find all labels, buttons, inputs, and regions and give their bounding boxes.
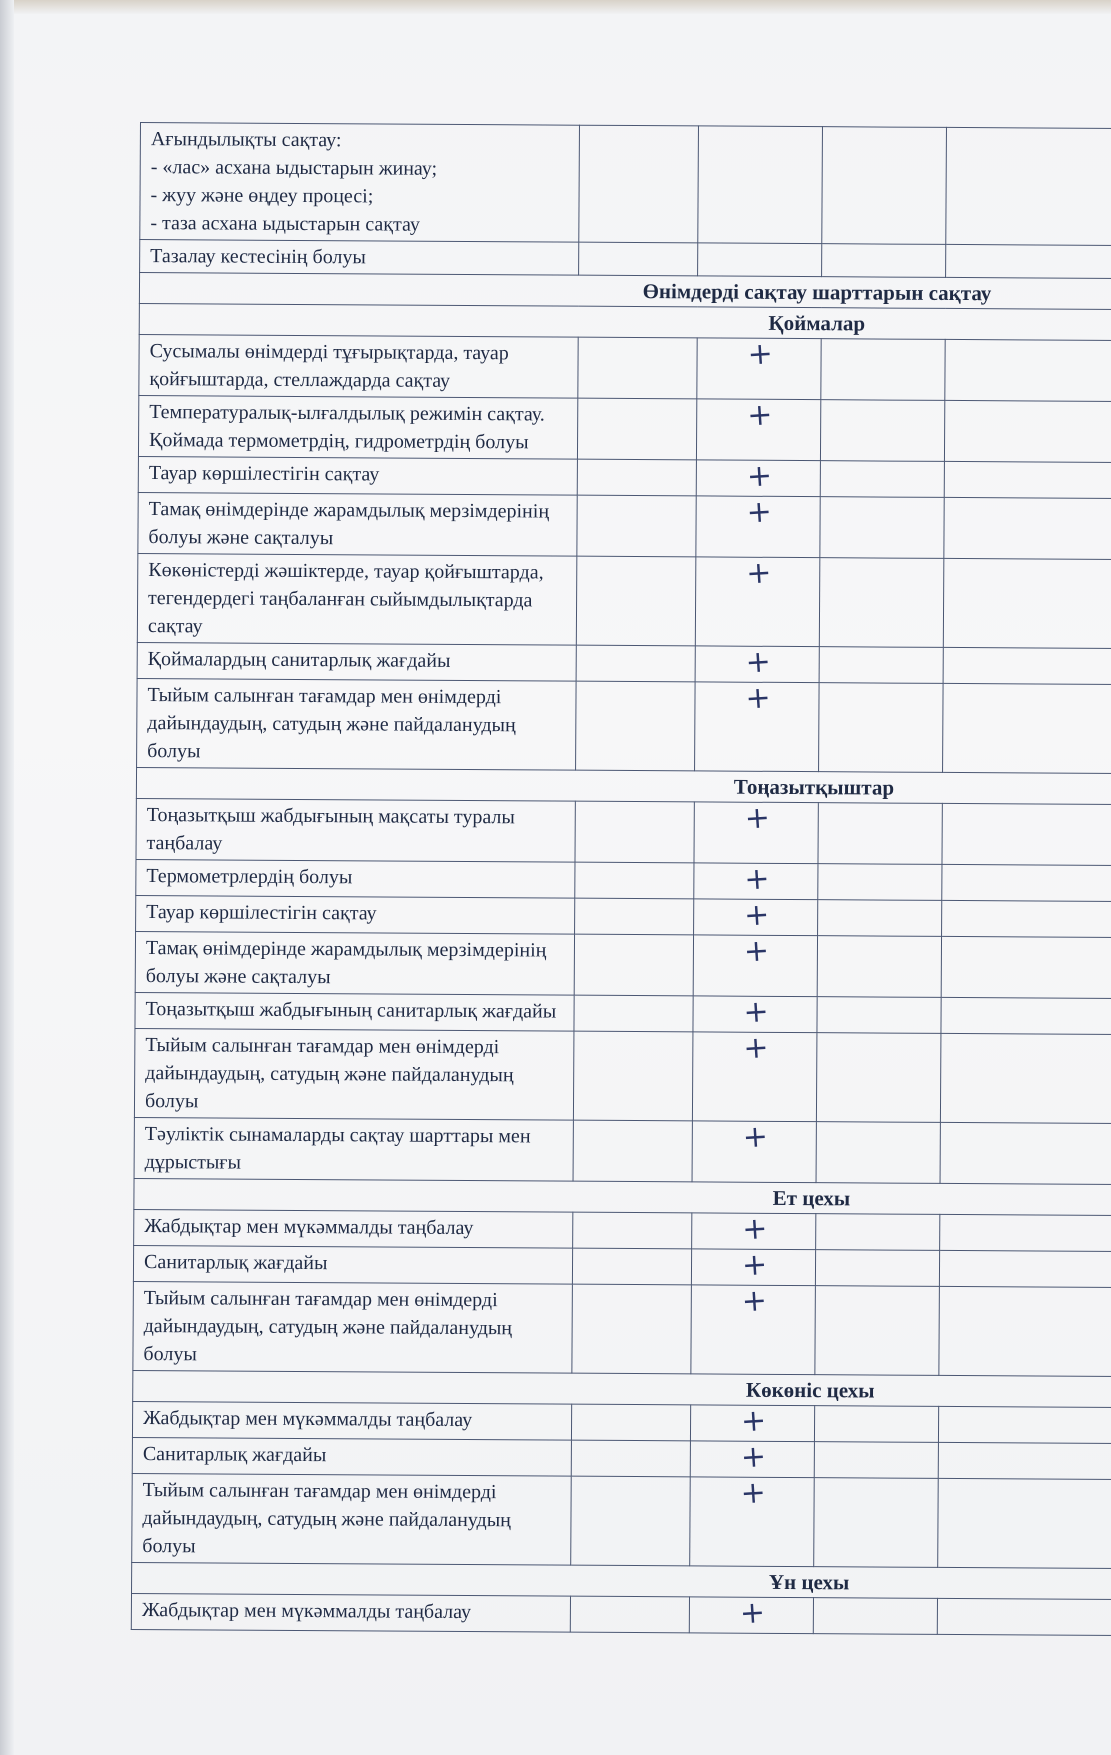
section-title: Қоймалар (768, 310, 866, 336)
handwritten-plus-mark: + (742, 1030, 770, 1067)
empty-cell (571, 1476, 691, 1566)
empty-cell (814, 1406, 938, 1443)
empty-cell (819, 647, 943, 684)
compliance-cell (690, 1477, 815, 1567)
checklist-row (132, 1473, 1111, 1568)
checklist-row (136, 798, 1111, 865)
empty-cell (815, 1286, 940, 1376)
empty-cell (571, 1404, 690, 1441)
requirement-label: Тоңазытқыш жабдығының мақсаты туралы таңбалау (136, 798, 575, 862)
empty-cell (574, 995, 693, 1032)
empty-cell (817, 936, 941, 998)
empty-cell (939, 1286, 1111, 1376)
empty-cell (940, 1214, 1111, 1251)
empty-cell (574, 934, 693, 996)
requirement-label: Жабдықтар мен мүкәммалды таңбалау (131, 1593, 570, 1632)
inspection-checklist-table (131, 122, 1111, 1636)
requirement-label: Тыйым салынған тағамдар мен өнімдерді дайындаудың, сатудың және пайдаланудың болуы (137, 678, 577, 770)
empty-cell (937, 1598, 1111, 1635)
checklist-row (139, 334, 1111, 401)
requirement-label: Термометрлердің болуы (136, 859, 575, 898)
requirement-label: Жабдықтар мен мүкәммалды таңбалау (134, 1209, 573, 1248)
empty-cell (575, 898, 694, 935)
compliance-cell (694, 899, 818, 936)
schedule-label: Тазалау кестесінің болуы (140, 240, 579, 276)
empty-cell (816, 1214, 940, 1251)
empty-cell (939, 1250, 1111, 1287)
empty-cell (576, 681, 696, 771)
empty-cell (940, 1033, 1111, 1123)
compliance-cell (693, 935, 817, 997)
requirement-label: Тыйым салынған тағамдар мен өнімдерді дайындаудың, сатудың және пайдаланудың болуы (134, 1028, 574, 1120)
checklist-row (134, 1028, 1111, 1123)
handwritten-plus-mark: + (741, 1119, 769, 1156)
handwritten-plus-mark: + (742, 994, 770, 1031)
requirement-label: Санитарлық жағдайы (132, 1437, 571, 1476)
compliance-cell (696, 460, 820, 497)
empty-cell (576, 645, 695, 682)
requirement-label: Санитарлық жағдайы (133, 1245, 572, 1284)
handwritten-plus-mark: + (742, 897, 771, 934)
handwritten-plus-mark: + (744, 644, 772, 681)
empty-cell (820, 461, 944, 498)
intro-line: - жуу және өңдеу процесі; (150, 184, 374, 208)
empty-cell (942, 900, 1111, 937)
empty-cell (577, 495, 696, 557)
requirement-label: Қоймалардың санитарлық жағдайы (137, 642, 576, 681)
empty-cell (814, 1478, 939, 1568)
compliance-cell (696, 399, 820, 461)
intro-row (140, 123, 1111, 246)
intro-line: - таза асхана ыдыстарын сақтау (150, 212, 420, 236)
compliance-cell (692, 1213, 816, 1250)
checklist-row (137, 678, 1111, 773)
handwritten-plus-mark: + (743, 861, 771, 898)
empty-cell (816, 1033, 941, 1123)
empty-cell (819, 683, 944, 773)
requirement-label: Тамақ өнімдерінде жарамдылық мерзімдерінің болуы және сақталуы (135, 931, 574, 995)
empty-cell (814, 1442, 938, 1479)
empty-cell (820, 497, 944, 559)
empty-cell (819, 558, 944, 648)
handwritten-plus-mark: + (745, 494, 773, 531)
page-top-shadow (0, 0, 1111, 14)
checklist-row (133, 1281, 1111, 1376)
compliance-cell (689, 1597, 813, 1634)
handwritten-plus-mark: + (740, 1283, 768, 1320)
handwritten-plus-mark: + (746, 336, 774, 373)
empty-cell (815, 1250, 939, 1287)
handwritten-plus-mark: + (744, 680, 772, 717)
compliance-cell (691, 1285, 816, 1375)
empty-cell (576, 556, 696, 646)
section-title: Тоңазытқыштар (733, 774, 895, 800)
compliance-cell (694, 802, 818, 864)
empty-cell (572, 1284, 692, 1374)
handwritten-plus-mark: + (739, 1403, 768, 1440)
empty-cell (573, 1031, 693, 1121)
empty-cell (572, 1248, 691, 1285)
requirement-label: Тыйым салынған тағамдар мен өнімдерді дайындаудың, сатудың және пайдаланудың болуы (133, 1281, 573, 1373)
empty-cell (571, 1440, 690, 1477)
compliance-cell (695, 682, 820, 772)
empty-cell (942, 803, 1111, 865)
handwritten-plus-mark: + (739, 1475, 767, 1512)
checklist-row (134, 1117, 1111, 1184)
compliance-cell (690, 1405, 814, 1442)
compliance-cell (697, 338, 821, 400)
empty-cell (573, 1212, 692, 1249)
handwritten-plus-mark: + (742, 933, 771, 970)
empty-cell (813, 1598, 937, 1635)
section-title: Көкөніс цехы (745, 1377, 875, 1403)
checklist-row (135, 931, 1111, 998)
handwritten-plus-mark: + (745, 458, 773, 495)
empty-cell (817, 997, 941, 1034)
empty-cell (820, 400, 944, 462)
checklist-row (138, 492, 1111, 559)
compliance-cell (692, 1032, 817, 1122)
flow-description-cell (140, 123, 580, 243)
empty-cell (821, 339, 945, 401)
empty-cell (577, 459, 696, 496)
empty-cell (573, 1120, 692, 1182)
empty-cell (578, 337, 697, 399)
handwritten-plus-mark: + (739, 1439, 767, 1476)
empty-cell (944, 400, 1111, 462)
requirement-label: Тыйым салынған тағамдар мен өнімдерді дайындаудың, сатудың және пайдаланудың болуы (132, 1473, 572, 1565)
handwritten-plus-mark: + (741, 1211, 769, 1248)
empty-cell (818, 864, 942, 901)
compliance-cell (695, 557, 820, 647)
requirement-label: Тоңазытқыш жабдығының санитарлық жағдайы (135, 992, 574, 1031)
requirement-label: Тауар көршілестігін сақтау (136, 895, 575, 934)
empty-cell (943, 647, 1111, 684)
handwritten-plus-mark: + (745, 555, 773, 592)
empty-cell (938, 1478, 1111, 1568)
handwritten-plus-mark: + (743, 800, 771, 837)
checklist-row (131, 1593, 1111, 1635)
requirement-label: Тәуліктік сынамаларды сақтау шарттары мен дұрыстығы (134, 1117, 573, 1181)
empty-cell (941, 936, 1111, 998)
page-left-edge (0, 0, 14, 1755)
handwritten-plus-mark: + (746, 397, 774, 434)
compliance-cell (694, 863, 818, 900)
compliance-cell (695, 646, 819, 683)
empty-cell (938, 1406, 1111, 1443)
empty-cell (816, 1122, 940, 1184)
empty-cell (940, 1122, 1111, 1184)
empty-cell (938, 1442, 1111, 1479)
compliance-cell (693, 996, 817, 1033)
section-title: Ет цехы (772, 1185, 851, 1211)
main-title: Өнімдерді сақтау шарттарын сақтау (642, 279, 992, 306)
requirement-label: Тауар көршілестігін сақтау (138, 456, 577, 495)
empty-cell (575, 801, 694, 863)
handwritten-plus-mark: + (740, 1247, 769, 1284)
empty-cell (570, 1596, 689, 1633)
empty-cell (818, 803, 942, 865)
requirement-label: Сусымалы өнімдерді тұғырықтарда, тауар қойғыштарда, стеллаждарда сақтау (139, 334, 578, 398)
empty-cell (942, 864, 1111, 901)
empty-cell (577, 398, 696, 460)
requirement-label: Жабдықтар мен мүкәммалды таңбалау (132, 1401, 571, 1440)
empty-cell (943, 558, 1111, 648)
empty-cell (945, 339, 1111, 401)
compliance-cell (690, 1441, 814, 1478)
requirement-label: Температуралық-ылғалдылық режимін сақтау. Қоймада термометрдің, гидрометрдің болуы (138, 395, 577, 459)
checklist-row (138, 395, 1111, 462)
empty-cell (944, 461, 1111, 498)
compliance-cell (696, 496, 820, 558)
checklist-row (137, 553, 1111, 648)
section-title: Ұн цехы (768, 1569, 850, 1595)
empty-cell (943, 683, 1111, 773)
compliance-cell (692, 1121, 816, 1183)
empty-cell (818, 900, 942, 937)
handwritten-plus-mark: + (738, 1595, 767, 1632)
empty-cell (575, 862, 694, 899)
intro-line: Ағындылықты сақтау: (150, 128, 342, 152)
empty-cell (944, 497, 1111, 559)
compliance-cell (691, 1249, 815, 1286)
requirement-label: Тамақ өнімдерінде жарамдылық мерзімдерінің болуы және сақталуы (138, 492, 577, 556)
requirement-label: Көкөністерді жәшіктерде, тауар қойғыштарда, тегендердегі таңбаланған сыйымдылықтарда сақтау (137, 553, 577, 645)
empty-cell (941, 997, 1111, 1034)
intro-line: - «лас» асхана ыдыстарын жинау; (150, 156, 438, 180)
